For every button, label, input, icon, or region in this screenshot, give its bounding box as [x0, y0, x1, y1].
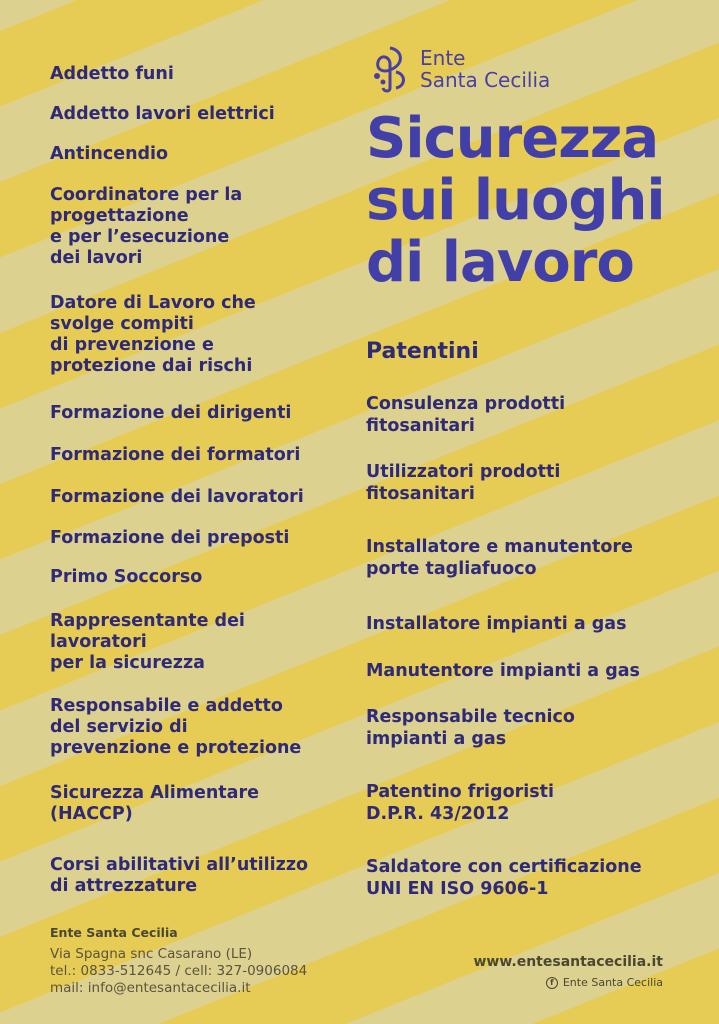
course-item: Responsabile e addetto del servizio di prevenzione e protezione [50, 696, 302, 758]
course-item: Installatore e manutentore porte tagliafuoco [366, 537, 633, 579]
web-block [473, 954, 663, 989]
course-item: Manutentore impianti a gas [366, 661, 640, 681]
course-item: Formazione dei dirigenti [50, 403, 292, 423]
course-item: Patentino frigoristi D.P.R. 43/2012 [366, 782, 554, 824]
course-item: Installatore impianti a gas [366, 614, 627, 634]
facebook-link[interactable] [473, 976, 663, 989]
course-item: Formazione dei formatori [50, 445, 301, 465]
course-item: Formazione dei lavoratori [50, 487, 304, 507]
contact-block [50, 925, 307, 997]
course-item: Consulenza prodotti fitosanitari [366, 394, 566, 436]
treble-clef-icon [368, 44, 412, 94]
course-item: Sicurezza Alimentare (HACCP) [50, 783, 259, 824]
course-item: Addetto funi [50, 64, 174, 84]
website-link[interactable]: www.entesantacecilia.it [473, 954, 663, 970]
course-item: Rappresentante dei lavoratori per la sicurezza [50, 611, 245, 673]
course-item: Formazione dei preposti [50, 528, 290, 548]
course-item: Saldatore con certificazione UNI EN ISO 9606-1 [366, 857, 642, 899]
course-item: Coordinatore per la progettazione e per l’esecuzione dei lavori [50, 185, 243, 268]
footer-phones: tel.: 0833-512645 / cell: 327-0906084 [50, 963, 308, 979]
page-title: Sicurezza sui luoghi di lavoro [366, 106, 665, 295]
course-item: Corsi abilitativi all’utilizzo di attrezzature [50, 855, 309, 896]
course-item: Primo Soccorso [50, 567, 203, 587]
footer-org: Ente Santa Cecilia [50, 925, 178, 940]
footer-mail[interactable]: mail: info@entesantacecilia.it [50, 980, 251, 996]
course-item: Responsabile tecnico impianti a gas [366, 707, 575, 749]
course-item: Datore di Lavoro che svolge compiti di prevenzione e protezione dai rischi [50, 293, 256, 376]
facebook-label: Ente Santa Cecilia [562, 976, 663, 989]
course-item: Utilizzatori prodotti fitosanitari [366, 462, 561, 504]
section-title-patentini: Patentini [366, 339, 479, 364]
brand-name: Ente Santa Cecilia [420, 46, 551, 92]
brand-logo [368, 44, 550, 94]
footer-address: Via Spagna snc Casarano (LE) [50, 946, 253, 962]
course-item: Addetto lavori elettrici [50, 104, 275, 124]
facebook-icon: f [546, 977, 558, 989]
course-item: Antincendio [50, 144, 169, 164]
